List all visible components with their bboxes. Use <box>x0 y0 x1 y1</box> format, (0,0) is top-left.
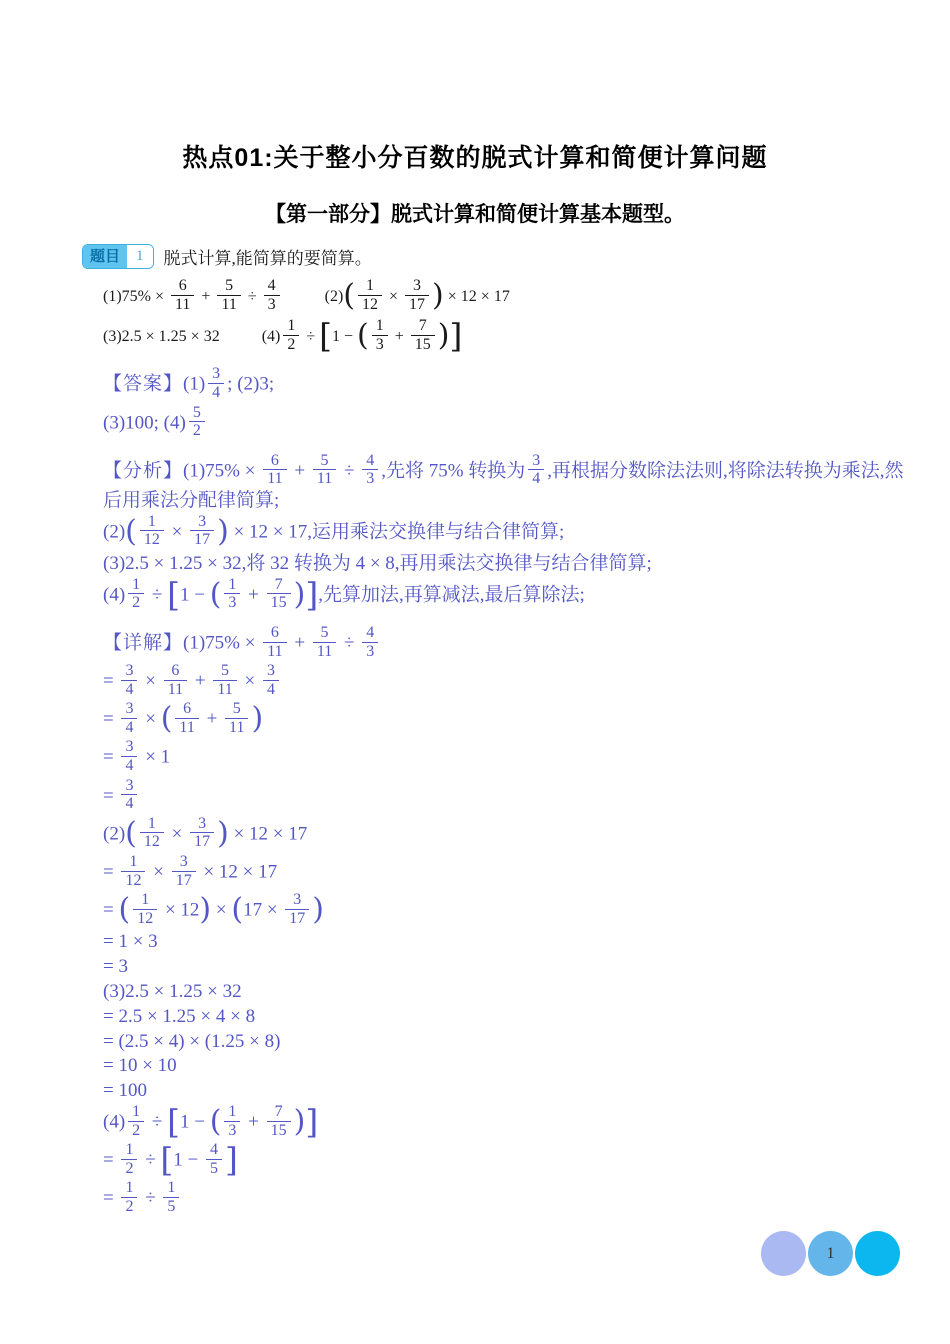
math-line: = ( $\frac{1}{12}$ × 12) × (17 × $\frac{3}{17}$ ) <box>103 891 324 928</box>
answer-section <box>0 367 950 441</box>
math-line: = $\frac{3}{4}$ × $\frac{6}{11}$ + $\frac{5}{11}$ × $\frac{3}{4}$ <box>103 664 913 700</box>
fraction: $\frac{1}{5}$ <box>163 1179 179 1215</box>
solution-section <box>0 623 950 1218</box>
fraction: $\frac{3}{4}$ <box>263 662 279 698</box>
math-line: 【分析】(1)75% × $\frac{6}{11}$ + $\frac{5}{11}$ ÷ $\frac{4}{3}$ ,先将 75% 转换为 $\frac{3}{4}$ ,再根据分数除法法则,将除法转换为乘法,然后用乘法分配律简算; <box>103 451 904 511</box>
math-line: (3)2.5 × 1.25 × 32,将 32 转换为 4 × 8,再用乘法交换律与结合律简算; <box>103 552 652 574</box>
analysis-section <box>0 451 950 614</box>
fraction: $\frac{4}{3}$ <box>264 277 280 313</box>
fraction: $\frac{4}{3}$ <box>362 624 378 660</box>
math-line: = $\frac{1}{2}$ ÷ $\frac{1}{5}$ <box>103 1181 913 1217</box>
fraction: $\frac{3}{4}$ <box>121 738 137 774</box>
math-line: = 1 × 3 <box>103 931 158 953</box>
math-line: 【答案】(1) $\frac{3}{4}$ ; (2)3; <box>103 365 275 401</box>
answer-lines <box>0 367 950 441</box>
math-line: (2)( $\frac{1}{12}$ × $\frac{3}{17}$ ) × 12 × 17 <box>103 814 308 851</box>
math-line: = 2.5 × 1.25 × 4 × 8 <box>103 1005 256 1027</box>
footer-circles <box>761 1231 900 1276</box>
fraction: $\frac{3}{4}$ <box>208 365 224 401</box>
fraction: $\frac{3}{17}$ <box>405 277 429 313</box>
fraction: $\frac{7}{15}$ <box>411 317 435 353</box>
fraction: $\frac{4}{5}$ <box>206 1141 222 1177</box>
question-prompt: 脱式计算,能简算的要简算。 <box>163 249 372 268</box>
fraction: $\frac{1}{2}$ <box>283 317 299 353</box>
section-label: 【分析】 <box>103 460 184 482</box>
problem: (3)2.5 × 1.25 × 32 <box>103 328 220 346</box>
fraction: $\frac{1}{2}$ <box>121 1141 137 1177</box>
math-line: = $\frac{3}{4}$ × ( $\frac{6}{11}$ + $\frac{5}{11}$ ) <box>103 700 264 737</box>
cyan-circle <box>855 1231 900 1276</box>
solution-lines <box>0 623 950 1218</box>
page-title: 热点01:关于整小分百数的脱式计算和简便计算问题 <box>182 144 768 172</box>
math-line: = $\frac{3}{4}$ × 1 <box>103 738 171 775</box>
fraction: $\frac{6}{11}$ <box>175 700 198 736</box>
fraction: $\frac{5}{11}$ <box>225 700 248 736</box>
math-line: (3)2.5 × 1.25 × 32 <box>103 981 242 1002</box>
fraction: $\frac{1}{3}$ <box>372 317 388 353</box>
fraction: $\frac{3}{17}$ <box>172 853 196 889</box>
fraction: $\frac{5}{11}$ <box>213 662 236 698</box>
fraction: $\frac{5}{11}$ <box>313 624 336 660</box>
page-number: 1 <box>826 1244 835 1262</box>
math-line: 【详解】(1)75% × $\frac{6}{11}$ + $\frac{5}{11}$ ÷ $\frac{4}{3}$ <box>103 626 913 662</box>
question-header <box>82 244 950 269</box>
fraction: $\frac{1}{2}$ <box>128 1103 144 1139</box>
fraction: $\frac{7}{15}$ <box>267 576 291 612</box>
section-label: 【详解】 <box>103 632 184 654</box>
lavender-circle <box>761 1231 806 1276</box>
page-number-circle <box>808 1231 853 1276</box>
fraction: $\frac{3}{17}$ <box>190 513 214 549</box>
badge-label: 题目 <box>83 245 127 268</box>
fraction: $\frac{5}{2}$ <box>189 404 205 440</box>
fraction: $\frac{1}{2}$ <box>121 1179 137 1215</box>
fraction: $\frac{1}{12}$ <box>358 277 382 313</box>
math-line: (4) $\frac{1}{2}$ ÷ [1 − ( $\frac{1}{3}$ + $\frac{7}{15}$ )],先算加法,再算减法,最后算除法; <box>103 574 585 614</box>
fraction: $\frac{1}{12}$ <box>121 853 145 889</box>
problem-row <box>103 316 950 356</box>
problem: (4) $\frac{1}{2}$ ÷ [1 − ( $\frac{1}{3}$ + $\frac{7}{15}$ )] <box>261 316 463 356</box>
fraction: $\frac{3}{17}$ <box>190 815 214 851</box>
math-line: = 10 × 10 <box>103 1055 177 1077</box>
fraction: $\frac{5}{11}$ <box>217 277 240 313</box>
problem: (2)( $\frac{1}{12}$ × $\frac{3}{17}$ ) × 12 × 17 <box>324 277 510 314</box>
fraction: $\frac{1}{3}$ <box>224 1103 240 1139</box>
badge-number: 1 <box>127 245 153 268</box>
fraction: $\frac{4}{3}$ <box>362 452 378 488</box>
math-line: (3)100; (4) $\frac{5}{2}$ <box>103 406 913 442</box>
fraction: $\frac{3}{4}$ <box>528 452 544 488</box>
math-line: (2)( $\frac{1}{12}$ × $\frac{3}{17}$ ) × 12 × 17,运用乘法交换律与结合律简算; <box>103 512 565 549</box>
fraction: $\frac{6}{11}$ <box>263 624 286 660</box>
math-line: = 100 <box>103 1080 147 1102</box>
problems <box>103 279 950 355</box>
fraction: $\frac{3}{17}$ <box>285 891 309 927</box>
math-line: = $\frac{1}{2}$ ÷ [1 − $\frac{4}{5}$ ] <box>103 1140 238 1180</box>
math-line: = $\frac{1}{12}$ × $\frac{3}{17}$ × 12 × 17 <box>103 853 278 889</box>
fraction: $\frac{3}{4}$ <box>121 662 137 698</box>
problem: (1)75% × $\frac{6}{11}$ + $\frac{5}{11}$ ÷ $\frac{4}{3}$ <box>103 279 283 315</box>
problem-row <box>103 279 950 315</box>
fraction: $\frac{1}{3}$ <box>224 576 240 612</box>
analysis-lines <box>0 451 950 614</box>
fraction: $\frac{6}{11}$ <box>164 662 187 698</box>
page-subtitle: 【第一部分】脱式计算和简便计算基本题型。 <box>265 203 685 226</box>
math-line: = $\frac{3}{4}$ <box>103 779 913 815</box>
fraction: $\frac{1}{12}$ <box>140 513 164 549</box>
fraction: $\frac{6}{11}$ <box>263 452 286 488</box>
fraction: $\frac{1}{2}$ <box>128 576 144 612</box>
fraction: $\frac{6}{11}$ <box>171 277 194 313</box>
math-line: = 3 <box>103 956 128 978</box>
fraction: $\frac{7}{15}$ <box>267 1103 291 1139</box>
question-badge <box>82 244 154 269</box>
fraction: $\frac{1}{12}$ <box>140 815 164 851</box>
fraction: $\frac{1}{12}$ <box>133 891 157 927</box>
fraction: $\frac{5}{11}$ <box>313 452 336 488</box>
math-line: = (2.5 × 4) × (1.25 × 8) <box>103 1030 281 1052</box>
fraction: $\frac{3}{4}$ <box>121 777 137 813</box>
math-line: (4) $\frac{1}{2}$ ÷ [1 − ( $\frac{1}{3}$ + $\frac{7}{15}$ )] <box>103 1102 319 1142</box>
section-label: 【答案】 <box>103 373 184 395</box>
fraction: $\frac{3}{4}$ <box>121 700 137 736</box>
